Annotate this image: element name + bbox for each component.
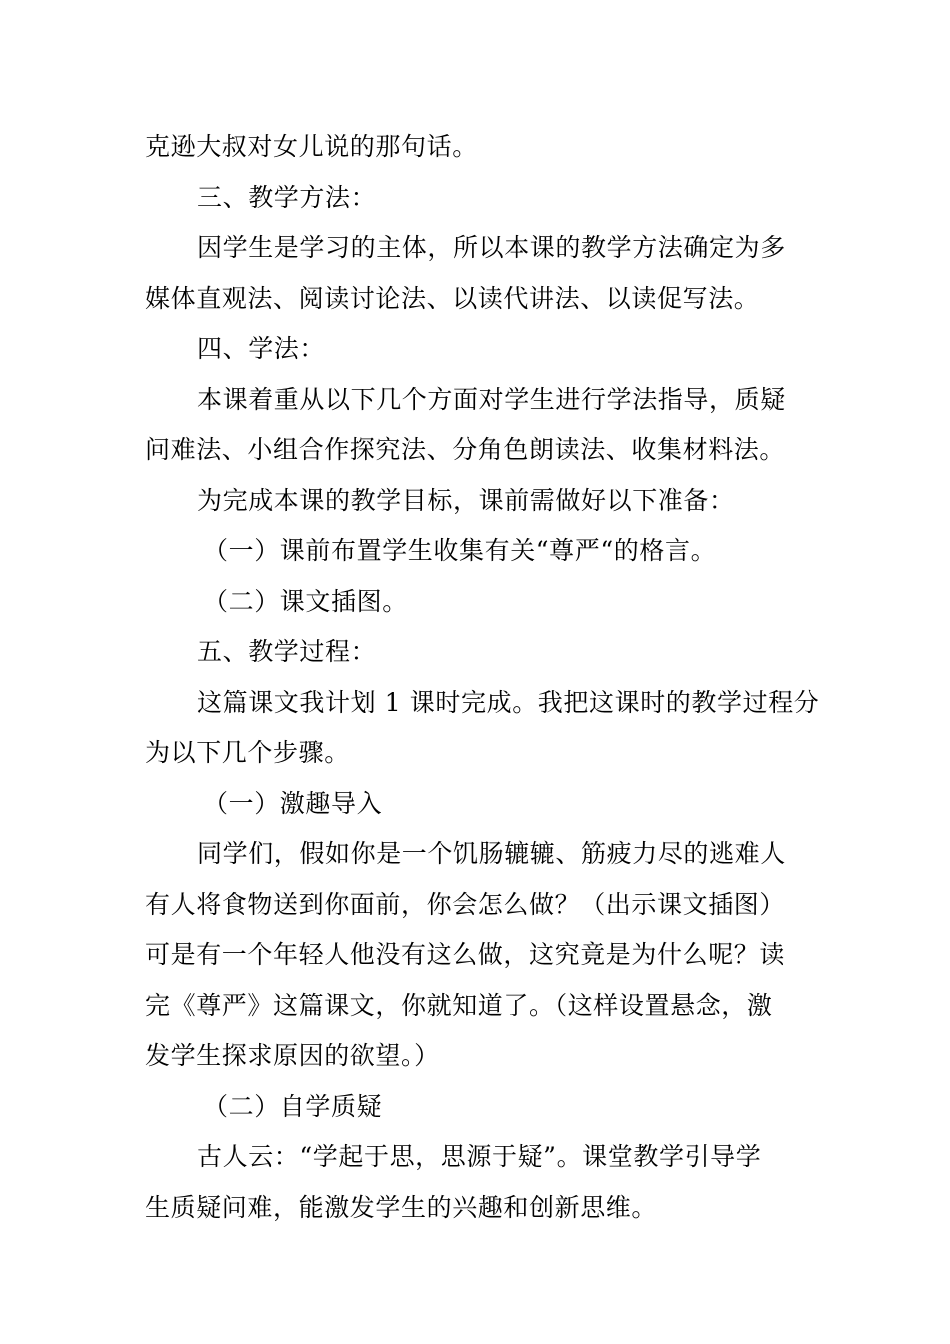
paragraph-line: 可是有一个年轻人他没有这么做，这究竟是为什么呢？读 (145, 940, 786, 969)
subheading-step-2: （二）自学质疑 (203, 1091, 383, 1121)
section-heading-learning-methods: 四、学法： (197, 334, 326, 363)
paragraph-line: 为以下几个步骤。 (145, 738, 350, 767)
paragraph-line: 生质疑问难，能激发学生的兴趣和创新思维。 (145, 1192, 658, 1222)
paragraph-line: 问难法、小组合作探究法、分角色朗读法、收集材料法。 (145, 435, 786, 464)
subheading-step-1: （一）激趣导入 (203, 788, 383, 818)
paragraph-line: 因学生是学习的主体，所以本课的教学方法确定为多 (197, 233, 786, 262)
paragraph-line: 这篇课文我计划 1 课时完成。我把这课时的教学过程分 (197, 687, 820, 717)
document-body (145, 122, 820, 1233)
paragraph-line: 媒体直观法、阅读讨论法、以读代讲法、以读促写法。 (145, 283, 760, 313)
paragraph-line: 完《尊严》这篇课文，你就知道了。（这样设置悬念，激 (145, 990, 773, 1020)
section-heading-teaching-methods: 三、教学方法： (197, 182, 377, 212)
paragraph-line: 有人将食物送到你面前，你会怎么做？（出示课文插图） (145, 889, 786, 919)
section-heading-teaching-process: 五、教学过程： (197, 637, 377, 666)
list-item-preparation-1: （一）课前布置学生收集有关“尊严“的格言。 (203, 536, 717, 565)
paragraph-line: 同学们，假如你是一个饥肠辘辘、筋疲力尽的逃难人 (197, 839, 786, 868)
paragraph-line: 发学生探求原因的欲望。） (145, 1041, 440, 1070)
paragraph-line: 为完成本课的教学目标，课前需做好以下准备： (197, 485, 735, 515)
paragraph-line: 本课着重从以下几个方面对学生进行学法指导，质疑 (197, 384, 786, 414)
paragraph-continuation: 克逊大叔对女儿说的那句话。 (145, 132, 478, 161)
paragraph-line: 古人云：“学起于思，思源于疑”。课堂教学引导学 (197, 1142, 762, 1171)
list-item-preparation-2: （二）课文插图。 (203, 586, 408, 616)
